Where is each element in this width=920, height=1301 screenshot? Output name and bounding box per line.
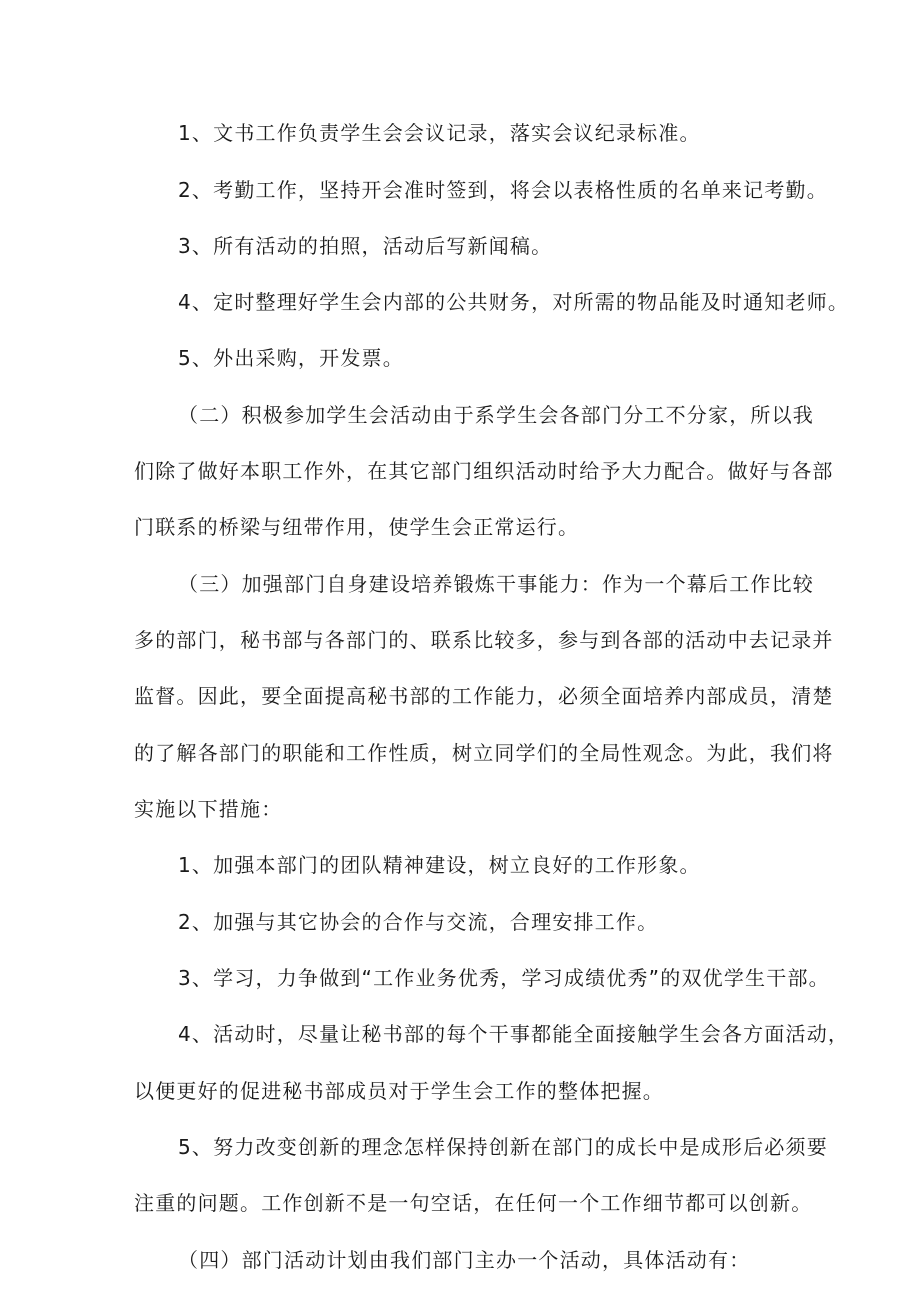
section-three-line-1: （三）加强部门自身建设培养锻炼干事能力：作为一个幕后工作比较 — [178, 572, 814, 596]
list-item-finance: 4、定时整理好学生会内部的公共财务，对所需的物品能及时通知老师。 — [178, 290, 850, 314]
section-three-line-4: 的了解各部门的职能和工作性质，树立同学们的全局性观念。为此，我们将 — [134, 741, 834, 765]
list-item-attendance: 2、考勤工作，坚持开会准时签到，将会以表格性质的名单来记考勤。 — [178, 178, 828, 202]
section-three-line-2: 多的部门，秘书部与各部门的、联系比较多，参与到各部的活动中去记录并 — [134, 628, 834, 652]
measure-item-activities-line-1: 4、活动时，尽量让秘书部的每个干事都能全面接触学生会各方面活动， — [178, 1022, 850, 1046]
section-two-line-1: （二）积极参加学生会活动由于系学生会各部门分工不分家，所以我 — [178, 403, 814, 427]
section-four-line-1: （四）部门活动计划由我们部门主办一个活动，具体活动有： — [178, 1248, 751, 1272]
measure-item-team-spirit: 1、加强本部门的团队精神建设，树立良好的工作形象。 — [178, 853, 701, 877]
measure-item-activities-line-2: 以便更好的促进秘书部成员对于学生会工作的整体把握。 — [134, 1079, 664, 1103]
section-three-line-5: 实施以下措施： — [134, 797, 283, 821]
measure-item-cooperation: 2、加强与其它协会的合作与交流，合理安排工作。 — [178, 910, 659, 934]
list-item-photography: 3、所有活动的拍照，活动后写新闻稿。 — [178, 234, 553, 258]
measure-item-study: 3、学习，力争做到“工作业务优秀，学习成绩优秀”的双优学生干部。 — [178, 966, 830, 990]
measure-item-innovation-line-1: 5、努力改变创新的理念怎样保持创新在部门的成长中是成形后必须要 — [178, 1135, 828, 1159]
list-item-filing-duties: 1、文书工作负责学生会会议记录，落实会议纪录标准。 — [178, 121, 701, 145]
measure-item-innovation-line-2: 注重的问题。工作创新不是一句空话，在任何一个工作细节都可以创新。 — [134, 1191, 813, 1215]
list-item-purchasing: 5、外出采购，开发票。 — [178, 346, 404, 370]
section-two-line-2: 们除了做好本职工作外，在其它部门组织活动时给予大力配合。做好与各部 — [134, 459, 834, 483]
section-three-line-3: 监督。因此，要全面提高秘书部的工作能力，必须全面培养内部成员，清楚 — [134, 684, 834, 708]
section-two-line-3: 门联系的桥梁与纽带作用，使学生会正常运行。 — [134, 515, 580, 539]
